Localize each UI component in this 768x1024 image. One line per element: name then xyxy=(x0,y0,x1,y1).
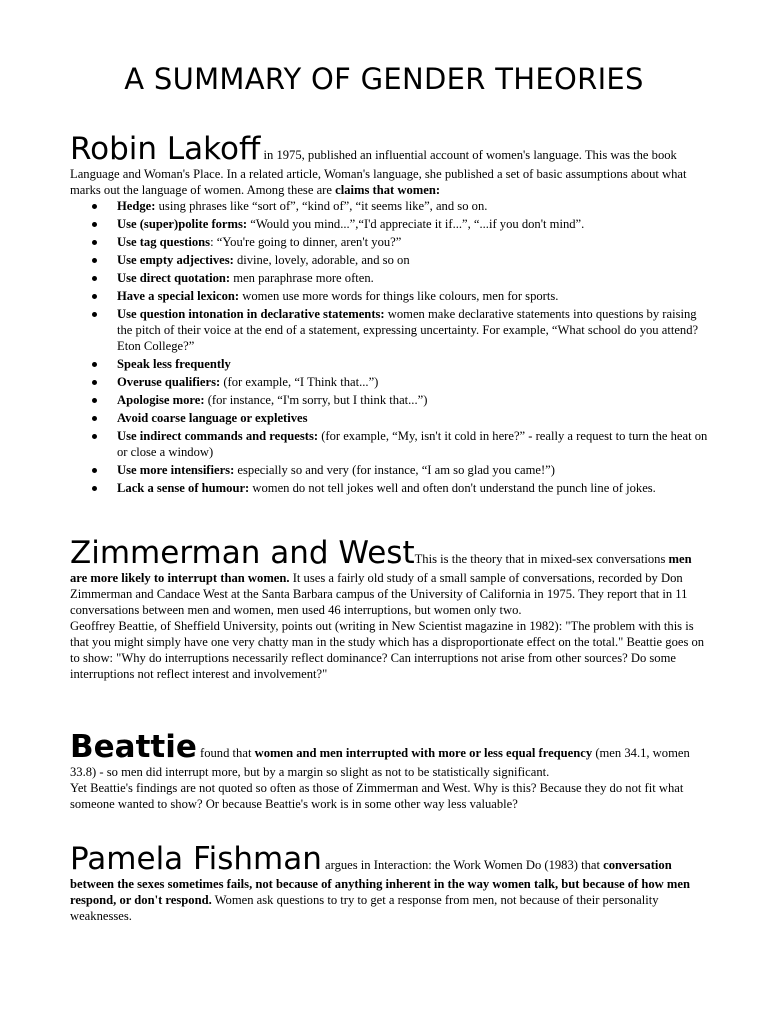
claim-text: “Would you mind...”,“I'd appreciate it if...”, “...if you don't mind”. xyxy=(247,217,585,231)
claim-text: using phrases like “sort of”, “kind of”, “it seems like”, and so on. xyxy=(155,199,488,213)
beattie-heading: Beattie xyxy=(70,729,197,765)
claim-label: Use more intensifiers: xyxy=(117,463,235,477)
claim-text: (for instance, “I'm sorry, but I think that...”) xyxy=(204,393,428,407)
beattie-text-1: found that xyxy=(196,746,255,760)
beattie-text-2: (men 34.1, women 33.8) - so men did interrupt more, but by a margin so slight as not to be statistically significant. xyxy=(70,746,690,779)
list-item xyxy=(70,480,710,496)
claim-text: (for example, “My, isn't it cold in here?” - really a request to turn the heat on or close a window) xyxy=(117,429,708,459)
list-item xyxy=(70,392,710,408)
zimmerman-para-2: Geoffrey Beattie, of Sheffield University, points out (writing in New Scientist magazine in 1982): "The problem with this is that you might simply have one very chatty man in the study which has a disproportionate effect on the total." Beattie goes on to show: "Why do interruptions necessarily reflect dominance? Can interruptions not arise from other sources? Do some interruptions not reflect interest and involvement?" xyxy=(70,619,705,681)
section-fishman xyxy=(70,842,710,924)
claim-text: women do not tell jokes well and often don't understand the punch line of jokes. xyxy=(249,481,656,495)
list-item xyxy=(70,428,710,460)
list-item xyxy=(70,410,710,426)
claim-text: women use more words for things like colours, men for sports. xyxy=(239,289,559,303)
zimmerman-text-2: It uses a fairly old study of a small sample of conversations, recorded by Don Zimmerman and Candace West at the Santa Barbara campus of the University of California in 1975. They report that in 11 conversations between men and women, men used 46 interruptions, but women only two. xyxy=(70,571,688,617)
claim-label: Use (super)polite forms: xyxy=(117,217,248,231)
fishman-heading: Pamela Fishman xyxy=(70,841,322,877)
claim-label: Use empty adjectives: xyxy=(117,253,234,267)
list-item xyxy=(70,462,710,478)
fishman-bold-1: conversation between the sexes sometimes fails, not because of anything inherent in the way women talk, but because of how men respond, or don't respond. xyxy=(70,858,690,907)
list-item xyxy=(70,198,710,214)
claim-text: especially so and very (for instance, “I am so glad you came!”) xyxy=(234,463,555,477)
section-beattie xyxy=(70,730,710,812)
claim-label: Lack a sense of humour: xyxy=(117,481,250,495)
claim-text: (for example, “I Think that...”) xyxy=(220,375,379,389)
beattie-para-1 xyxy=(70,730,710,780)
lakoff-intro-bold: claims that women: xyxy=(335,183,441,197)
list-item xyxy=(70,288,710,304)
claim-label: Speak less frequently xyxy=(117,357,231,371)
claim-label: Overuse qualifiers: xyxy=(117,375,221,389)
claim-text: men paraphrase more often. xyxy=(230,271,374,285)
claim-label: Avoid coarse language or expletives xyxy=(117,411,308,425)
claim-label: Hedge: xyxy=(117,199,156,213)
fishman-text-2: Women ask questions to try to get a response from men, not because of their personality weaknesses. xyxy=(70,893,659,923)
list-item xyxy=(70,252,710,268)
fishman-text-1: argues in Interaction: the Work Women Do (1983) that xyxy=(321,858,604,872)
list-item xyxy=(70,374,710,390)
claim-label: Use question intonation in declarative statements: xyxy=(117,307,385,321)
lakoff-claims-list xyxy=(70,198,710,496)
lakoff-intro xyxy=(70,132,710,198)
lakoff-intro-text: in 1975, published an influential account of women's language. This was the book Language and Woman's Place. In a related article, Woman's language, she published a set of basic assumptions about what marks out the language of women. Among these are xyxy=(70,148,687,197)
fishman-para-1 xyxy=(70,842,710,924)
zimmerman-para-1 xyxy=(70,536,710,618)
claim-text: : “You're going to dinner, aren't you?” xyxy=(210,235,402,249)
claim-text: divine, lovely, adorable, and so on xyxy=(233,253,410,267)
claim-label: Use indirect commands and requests: xyxy=(117,429,319,443)
document-title: A SUMMARY OF GENDER THEORIES xyxy=(124,62,644,96)
claim-label: Use tag questions xyxy=(117,235,211,249)
list-item xyxy=(70,306,710,354)
beattie-para-2: Yet Beattie's findings are not quoted so often as those of Zimmerman and West. Why is this? Because they do not fit what someone wanted to show? Or because Beattie's work is in some other way less valuable? xyxy=(70,781,684,811)
section-lakoff xyxy=(70,132,710,498)
zimmerman-text-1: This is the theory that in mixed-sex conversations xyxy=(414,552,669,566)
section-zimmerman-west xyxy=(70,536,710,682)
zimmerman-heading: Zimmerman and West xyxy=(70,535,415,571)
claim-label: Apologise more: xyxy=(117,393,205,407)
list-item xyxy=(70,234,710,250)
claim-text: women make declarative statements into questions by raising the pitch of their voice at the end of a statement, expressing uncertainty. For example, “What school do you attend? Eton College?” xyxy=(117,307,699,353)
beattie-bold-1: women and men interrupted with more or less equal frequency xyxy=(254,746,593,760)
list-item xyxy=(70,356,710,372)
list-item xyxy=(70,270,710,286)
list-item xyxy=(70,216,710,232)
zimmerman-bold-1: men are more likely to interrupt than women. xyxy=(70,552,692,585)
lakoff-heading: Robin Lakoff xyxy=(70,131,261,167)
claim-label: Use direct quotation: xyxy=(117,271,231,285)
claim-label: Have a special lexicon: xyxy=(117,289,240,303)
